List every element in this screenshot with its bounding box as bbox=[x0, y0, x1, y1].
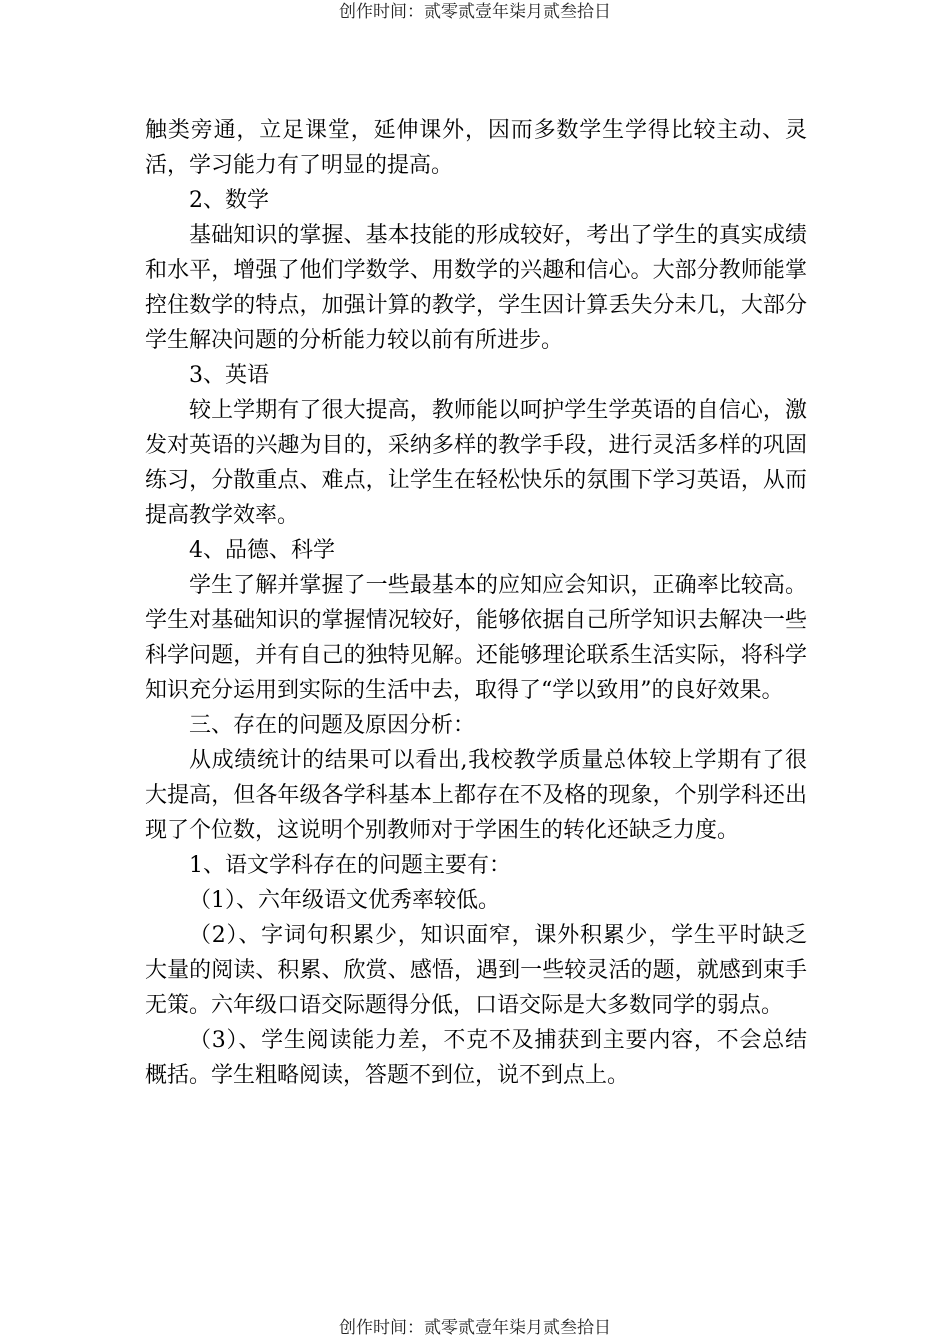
list-item-1: （1）、六年级语文优秀率较低。 bbox=[189, 888, 500, 913]
list-item-2: （2）、字词句积累少，知识面窄，课外积累少，学生平时缺乏大量的阅读、积累、欣赏、感悟，遇到一些较灵活的题，就感到束手无策。六年级口语交际题得分低，口语交际是大多数同学的弱点。 bbox=[145, 923, 807, 1018]
subheading-chinese-issues: 1、语文学科存在的问题主要有： bbox=[189, 853, 511, 878]
section-heading-problems: 三、存在的问题及原因分析： bbox=[189, 713, 476, 738]
paragraph-continued: 触类旁通，立足课堂，延伸课外，因而多数学生学得比较主动、灵活，学习能力有了明显的提高。 bbox=[145, 118, 807, 178]
section-heading-math: 2、数学 bbox=[189, 188, 269, 213]
page-footer: 创作时间：贰零贰壹年柒月贰叁拾日 bbox=[339, 1318, 611, 1338]
paragraph-science: 学生了解并掌握了一些最基本的应知应会知识，正确率比较高。学生对基础知识的掌握情况较好，能够依据自己所学知识去解决一些科学问题，并有自己的独特见解。还能够理论联系生活实际，将科学知识充分运用到实际的生活中去，取得了“学以致用”的良好效果。 bbox=[145, 573, 807, 703]
paragraph-problems: 从成绩统计的结果可以看出,我校教学质量总体较上学期有了很大提高，但各年级各学科基本上都存在不及格的现象，个别学科还出现了个位数，这说明个别教师对于学困生的转化还缺乏力度。 bbox=[145, 748, 807, 843]
list-item-3: （3）、学生阅读能力差，不克不及捕获到主要内容，不会总结概括。学生粗略阅读，答题不到位，说不到点上。 bbox=[145, 1028, 807, 1088]
paragraph-english: 较上学期有了很大提高，教师能以呵护学生学英语的自信心，激发对英语的兴趣为目的，采纳多样的教学手段，进行灵活多样的巩固练习，分散重点、难点，让学生在轻松快乐的氛围下学习英语，从而提高教学效率。 bbox=[145, 398, 807, 528]
page-header: 创作时间：贰零贰壹年柒月贰叁拾日 bbox=[339, 2, 611, 22]
document-body bbox=[145, 113, 807, 1093]
paragraph-math: 基础知识的掌握、基本技能的形成较好，考出了学生的真实成绩和水平，增强了他们学数学、用数学的兴趣和信心。大部分教师能掌控住数学的特点，加强计算的教学，学生因计算丢失分未几，大部分学生解决问题的分析能力较以前有所进步。 bbox=[145, 223, 807, 353]
section-heading-english: 3、英语 bbox=[189, 363, 269, 388]
section-heading-science: 4、品德、科学 bbox=[189, 538, 335, 563]
